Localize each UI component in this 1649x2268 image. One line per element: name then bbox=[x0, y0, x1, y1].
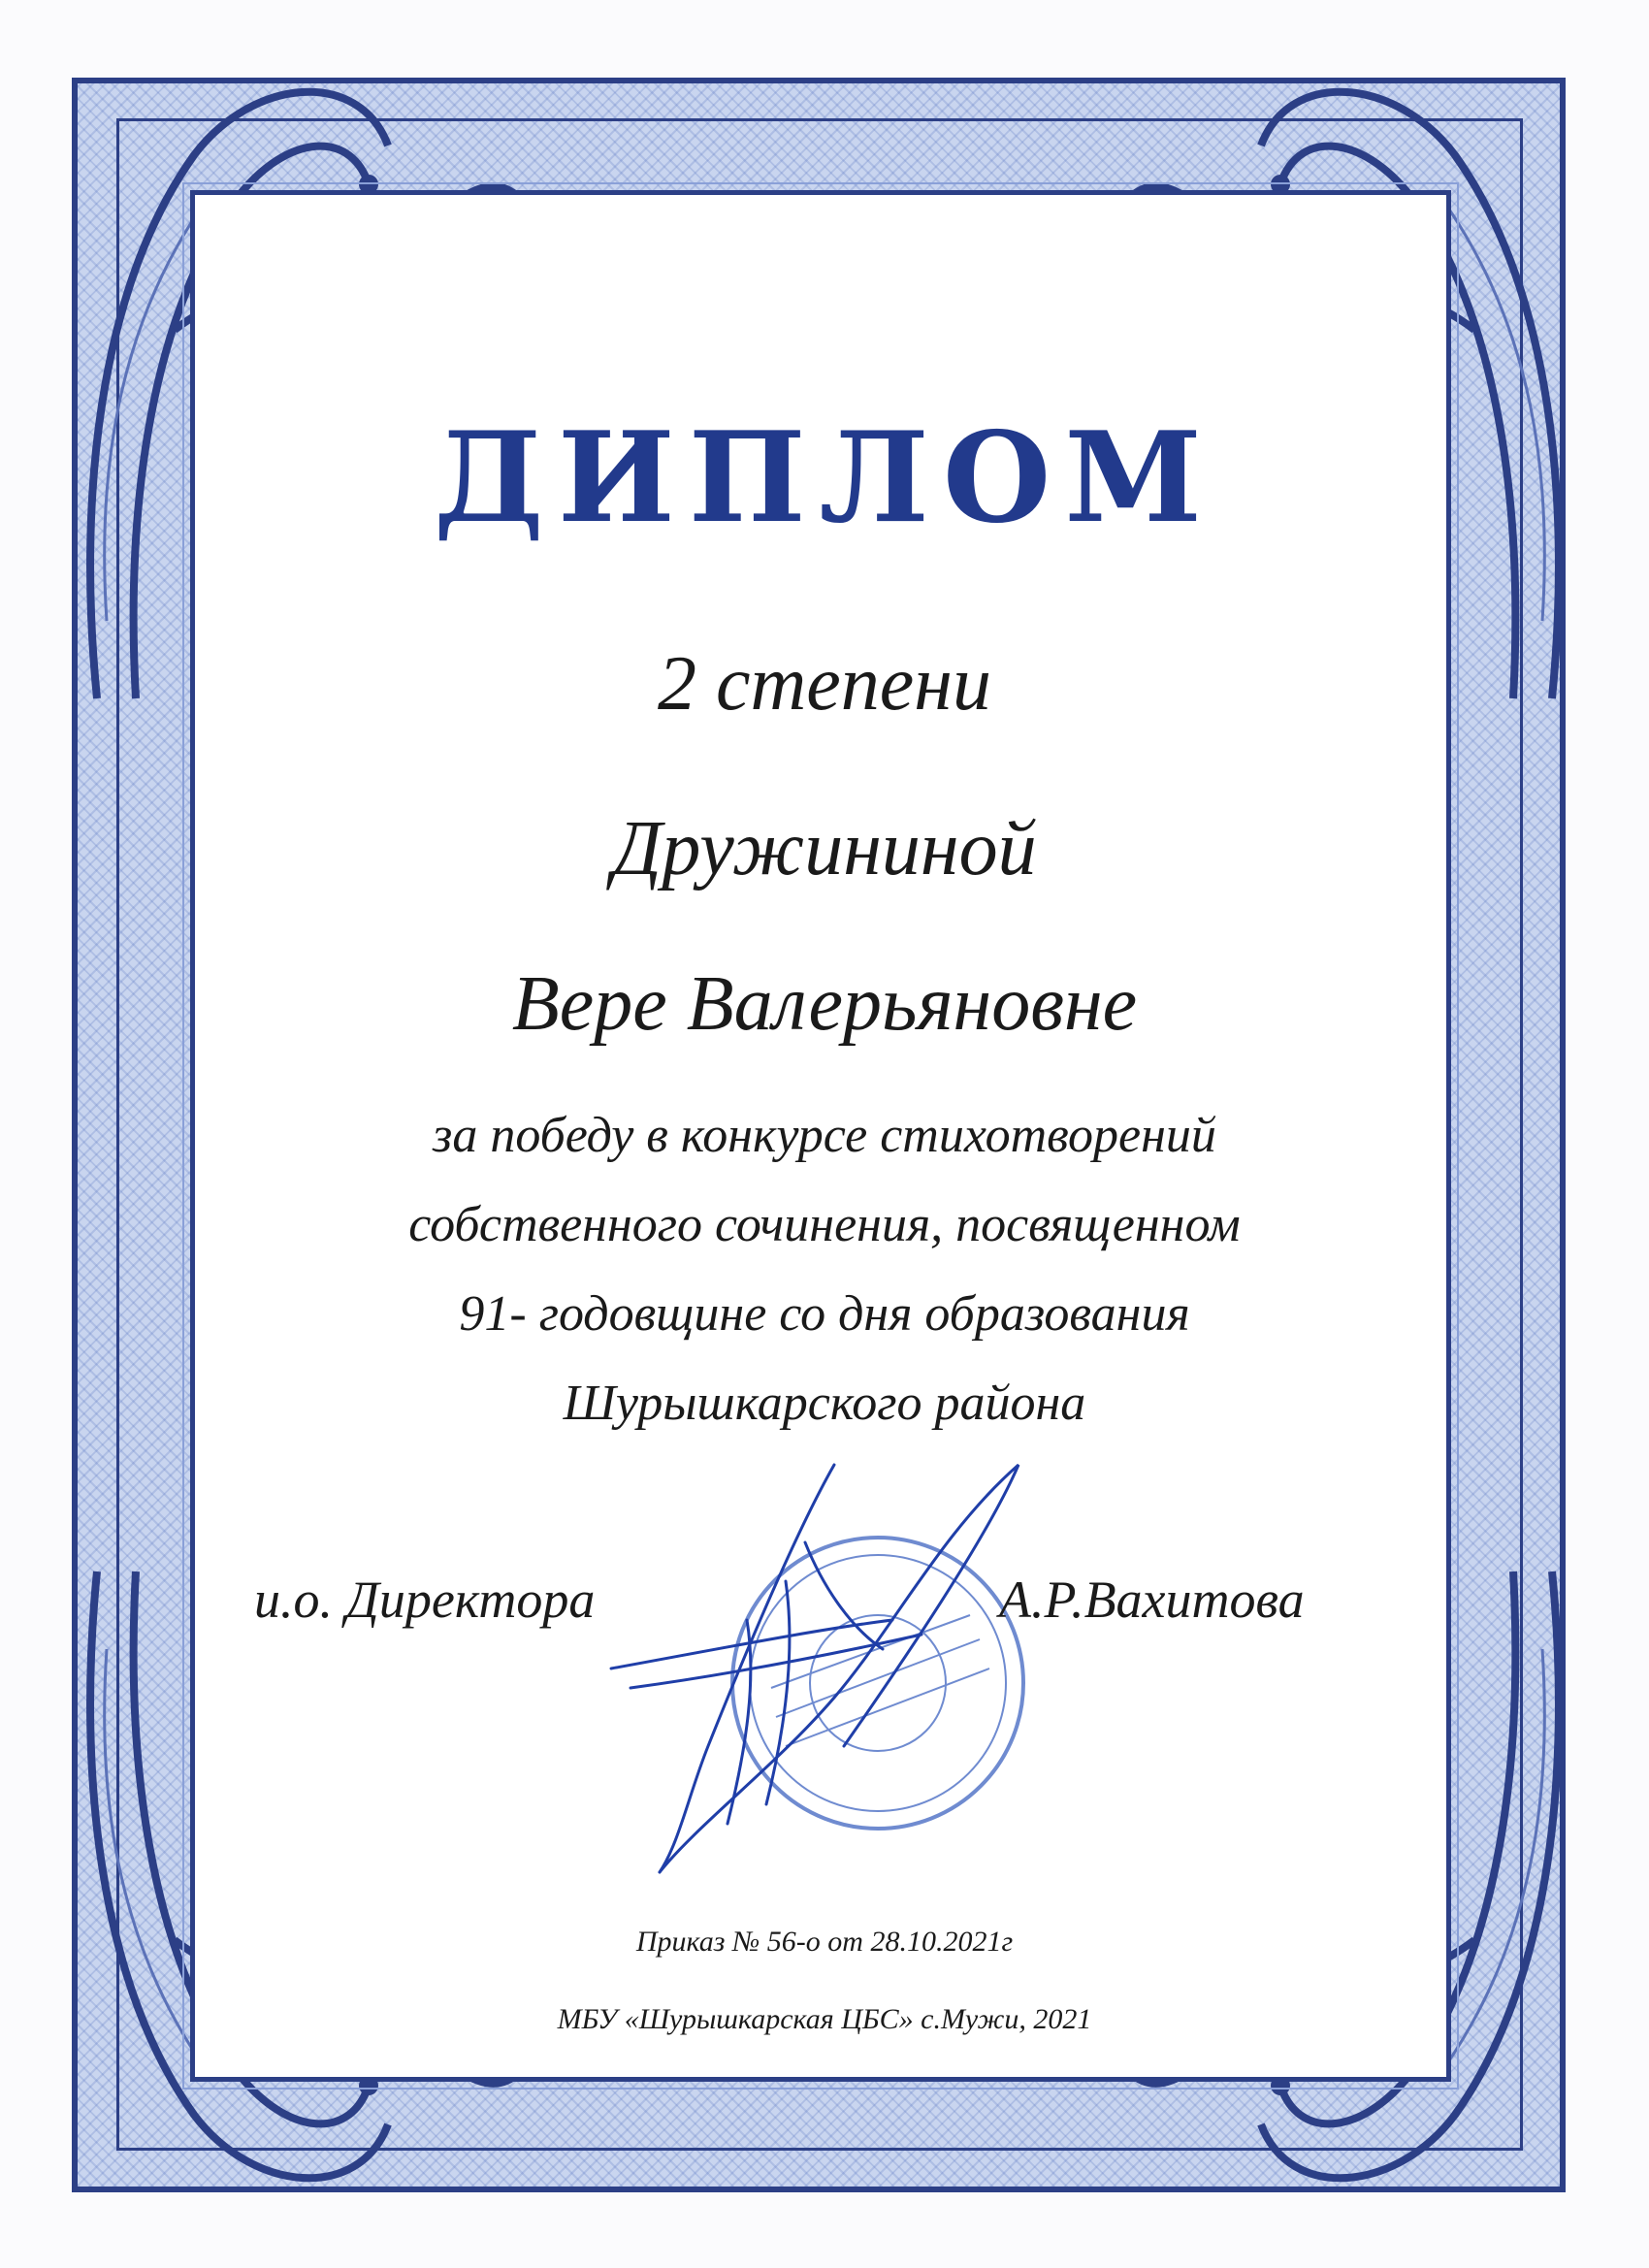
reason-line: Шурышкарского района bbox=[563, 1376, 1086, 1431]
reason-line: за победу в конкурсе стихотворений bbox=[433, 1108, 1216, 1163]
signatory-role: и.о. Директора bbox=[254, 1571, 596, 1629]
award-reason bbox=[0, 1091, 1649, 1448]
organization-line: МБУ «Шурышкарская ЦБС» с.Мужи, 2021 bbox=[557, 2003, 1092, 2035]
diploma-title: ДИПЛОМ bbox=[434, 405, 1215, 551]
reason-line: собственного сочинения, посвященном bbox=[408, 1197, 1241, 1252]
reason-line: 91- годовщине со дня образования bbox=[459, 1286, 1190, 1342]
signatory-name: А.Р.Вахитова bbox=[999, 1571, 1305, 1629]
order-reference: Приказ № 56-о от 28.10.2021г bbox=[635, 1926, 1014, 1958]
recipient-surname: Дружининой bbox=[612, 806, 1037, 891]
recipient-name: Вере Валерьяновне bbox=[511, 961, 1138, 1047]
diploma-degree: 2 степени bbox=[658, 641, 991, 727]
signature bbox=[601, 1455, 1038, 1882]
